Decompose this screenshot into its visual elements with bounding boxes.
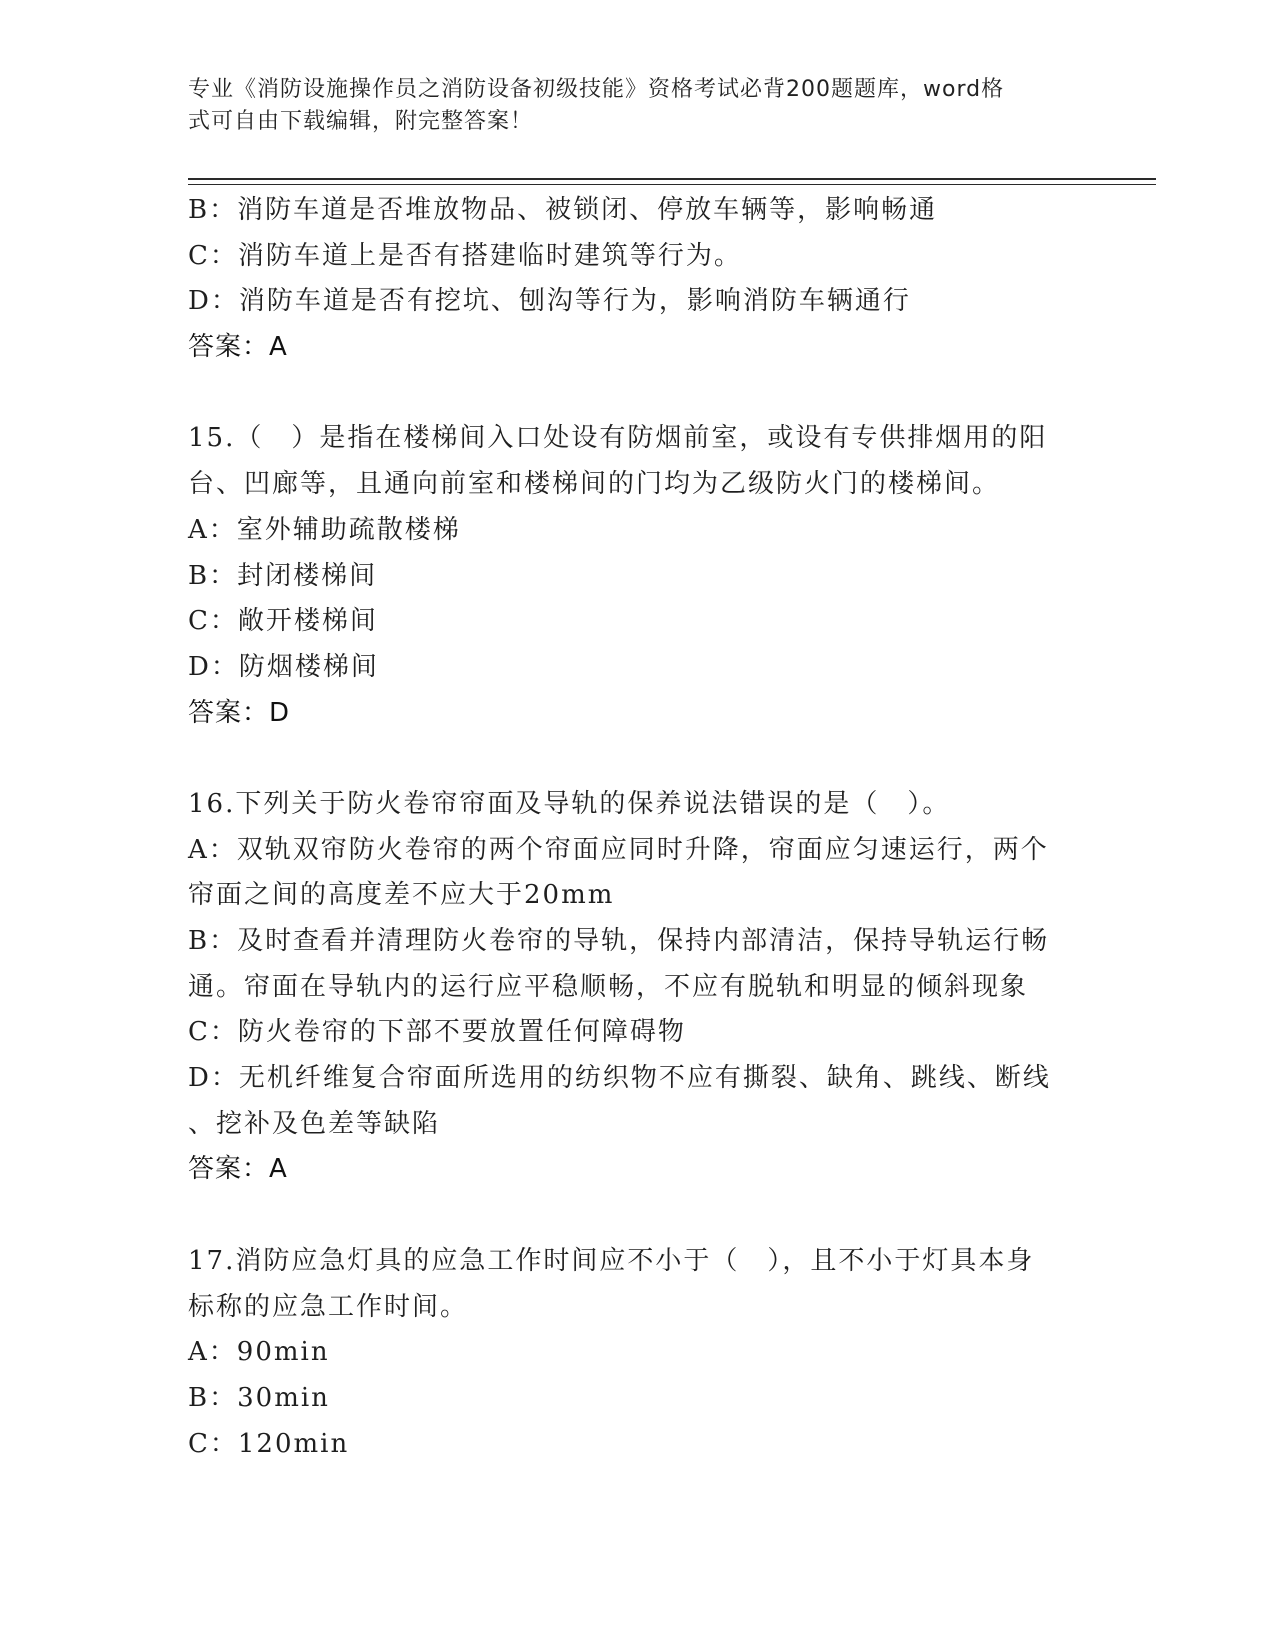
question-stem-line-1: 16.下列关于防火卷帘帘面及导轨的保养说法错误的是（ ）。 <box>188 788 951 819</box>
option-b: B：30min <box>188 1382 330 1413</box>
option-d-line-1: D：无机纤维复合帘面所选用的纺织物不应有撕裂、缺角、跳线、断线 <box>188 1063 1051 1094</box>
option-b-line-1: B：及时查看并清理防火卷帘的导轨，保持内部清洁，保持导轨运行畅 <box>188 926 1050 956</box>
option-c: C：消防车道上是否有搭建临时建筑等行为。 <box>188 240 742 271</box>
option-c: C：敞开楼梯间 <box>188 606 378 637</box>
header-title-line-2: 式可自由下载编辑，附完整答案！ <box>188 109 534 134</box>
option-d: D：防烟楼梯间 <box>188 651 379 682</box>
question-15 <box>188 416 1088 736</box>
option-a-line-2: 帘面之间的高度差不应大于20mm <box>188 880 615 911</box>
question-16 <box>188 782 1088 1193</box>
option-a: A：90min <box>188 1337 330 1368</box>
answer-text: 答案：D <box>188 697 291 728</box>
question-17 <box>188 1239 1088 1467</box>
question-stem-line-2: 标称的应急工作时间。 <box>188 1291 469 1322</box>
option-c: C：防火卷帘的下部不要放置任何障碍物 <box>188 1017 686 1048</box>
option-b: B：消防车道是否堆放物品、被锁闭、停放车辆等，影响畅通 <box>188 195 938 225</box>
answer-text: 答案：A <box>188 332 288 363</box>
option-d-line-2: 、挖补及色差等缺陷 <box>188 1108 441 1139</box>
option-b-line-2: 通。帘面在导轨内的运行应平稳顺畅，不应有脱轨和明显的倾斜现象 <box>188 971 1029 1002</box>
question-stem-line-1: 15.（ ）是指在楼梯间入口处设有防烟前室，或设有专供排烟用的阳 <box>188 423 1048 454</box>
question-stem-line-1: 17.消防应急灯具的应急工作时间应不小于（ ），且不小于灯具本身 <box>188 1245 1035 1276</box>
header-title-line-1: 专业《消防设施操作员之消防设备初级技能》资格考试必背200题题库，word格 <box>188 77 1005 102</box>
header-divider-thick <box>188 178 1156 180</box>
question-list <box>188 188 1088 1467</box>
document-header <box>188 74 1068 138</box>
question-14-partial <box>188 188 1088 371</box>
option-a: A：室外辅助疏散楼梯 <box>188 514 461 545</box>
option-d: D：消防车道是否有挖坑、刨沟等行为，影响消防车辆通行 <box>188 286 911 317</box>
answer-text: 答案：A <box>188 1154 288 1185</box>
option-a-line-1: A：双轨双帘防火卷帘的两个帘面应同时升降，帘面应匀速运行，两个 <box>188 834 1049 865</box>
header-divider-thin <box>188 184 1156 185</box>
question-stem-line-2: 台、凹廊等，且通向前室和楼梯间的门均为乙级防火门的楼梯间。 <box>188 469 1001 500</box>
option-c: C：120min <box>188 1428 350 1459</box>
option-b: B：封闭楼梯间 <box>188 560 378 591</box>
